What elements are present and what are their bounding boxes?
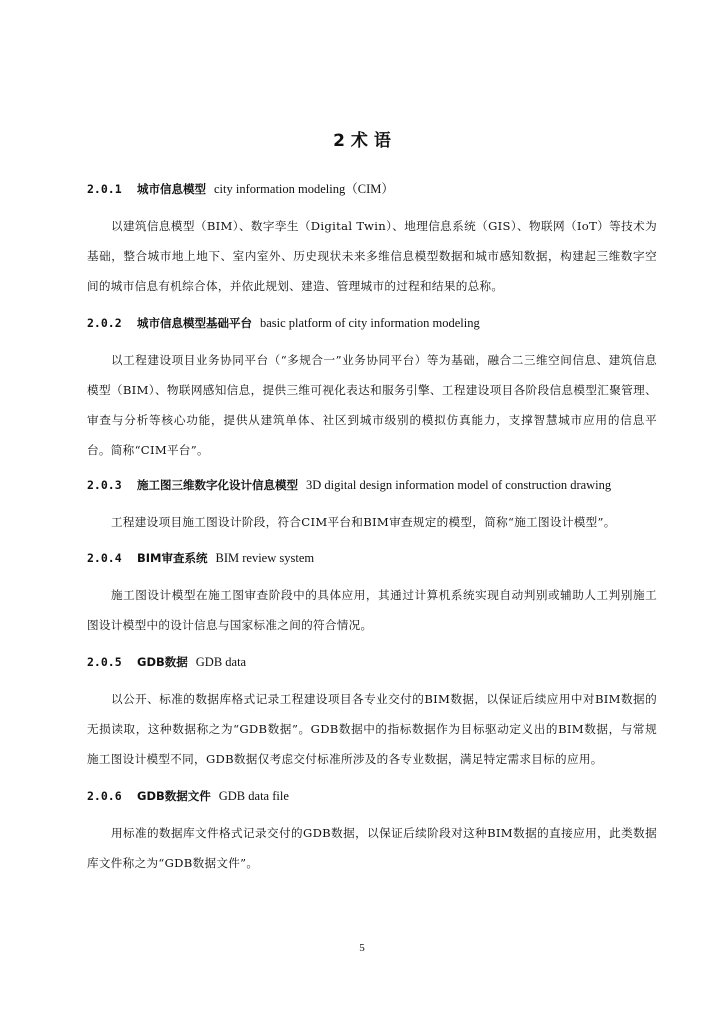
- term-chinese: 施工图三维数字化设计信息模型: [137, 478, 298, 492]
- term-english: city information modeling（CIM）: [214, 182, 394, 196]
- term-definition: 用标准的数据库文件格式记录交付的GDB数据，以保证后续阶段对这种BIM数据的直接应用，此类数据库文件称之为“GDB数据文件”。: [87, 826, 657, 870]
- chapter-title: 2 术 语: [333, 131, 391, 151]
- term-chinese: 城市信息模型基础平台: [137, 316, 252, 330]
- term-definition: 以工程建设项目业务协同平台（“多规合一”业务协同平台）等为基础，融合二三维空间信息、建筑信息模型（BIM）、物联网感知信息，提供三维可视化表达和服务引擎、工程建设项目各阶段信息模型汇聚管理、审查与分析等核心功能，提供从建筑单体、社区到城市级别的模拟仿真能力，支撑智慧城市应用的信息平台。简称“CIM平台”。: [87, 353, 657, 457]
- term-entry-2-0-2: [87, 315, 657, 465]
- term-heading: [87, 181, 657, 197]
- page-number: 5: [359, 942, 365, 954]
- term-definition: 以公开、标准的数据库格式记录工程建设项目各专业交付的BIM数据，以保证后续应用中对BIM数据的无损读取，这种数据称之为“GDB数据”。GDB数据中的指标数据作为目标驱动定义出的BIM数据，与常规施工图设计模型不同，GDB数据仅考虑交付标准所涉及的各专业数据，满足特定需求目标的应用。: [87, 692, 657, 766]
- term-chinese: GDB数据: [137, 655, 188, 669]
- term-number: 2.0.4: [87, 551, 122, 565]
- term-chinese: BIM审查系统: [137, 551, 208, 565]
- term-number: 2.0.1: [87, 182, 122, 196]
- term-heading: [87, 477, 657, 493]
- term-english: GDB data file: [218, 789, 289, 803]
- term-english: GDB data: [195, 655, 247, 669]
- term-definition: 施工图设计模型在施工图审查阶段中的具体应用，其通过计算机系统实现自动判别或辅助人工判别施工图设计模型中的设计信息与国家标准之间的符合情况。: [87, 588, 657, 632]
- term-entry-2-0-4: [87, 550, 657, 640]
- term-number: 2.0.2: [87, 316, 122, 330]
- term-english: 3D digital design information model of construction drawing: [306, 478, 612, 492]
- term-english: basic platform of city information modeling: [260, 316, 480, 330]
- term-heading: [87, 315, 657, 331]
- term-heading: [87, 550, 657, 566]
- term-entry-2-0-5: [87, 654, 657, 774]
- term-entry-2-0-6: [87, 788, 657, 878]
- term-english: BIM review system: [215, 551, 315, 565]
- term-definition: 工程建设项目施工图设计阶段，符合CIM平台和BIM审查规定的模型，简称“施工图设计模型”。: [111, 515, 616, 529]
- term-number: 2.0.3: [87, 478, 122, 492]
- term-chinese: 城市信息模型: [137, 182, 206, 196]
- term-number: 2.0.5: [87, 655, 122, 669]
- term-chinese: GDB数据文件: [137, 789, 211, 803]
- term-definition: 以建筑信息模型（BIM）、数字孪生（Digital Twin）、地理信息系统（GIS）、物联网（IoT）等技术为基础，整合城市地上地下、室内室外、历史现状未来多维信息模型数据和城市感知数据，构建起三维数字空间的城市信息有机综合体，并依此规划、建造、管理城市的过程和结果的总称。: [87, 219, 657, 293]
- term-number: 2.0.6: [87, 789, 122, 803]
- term-heading: [87, 788, 657, 804]
- term-heading: [87, 654, 657, 670]
- term-entry-2-0-3: [87, 477, 657, 537]
- term-entry-2-0-1: [87, 181, 657, 301]
